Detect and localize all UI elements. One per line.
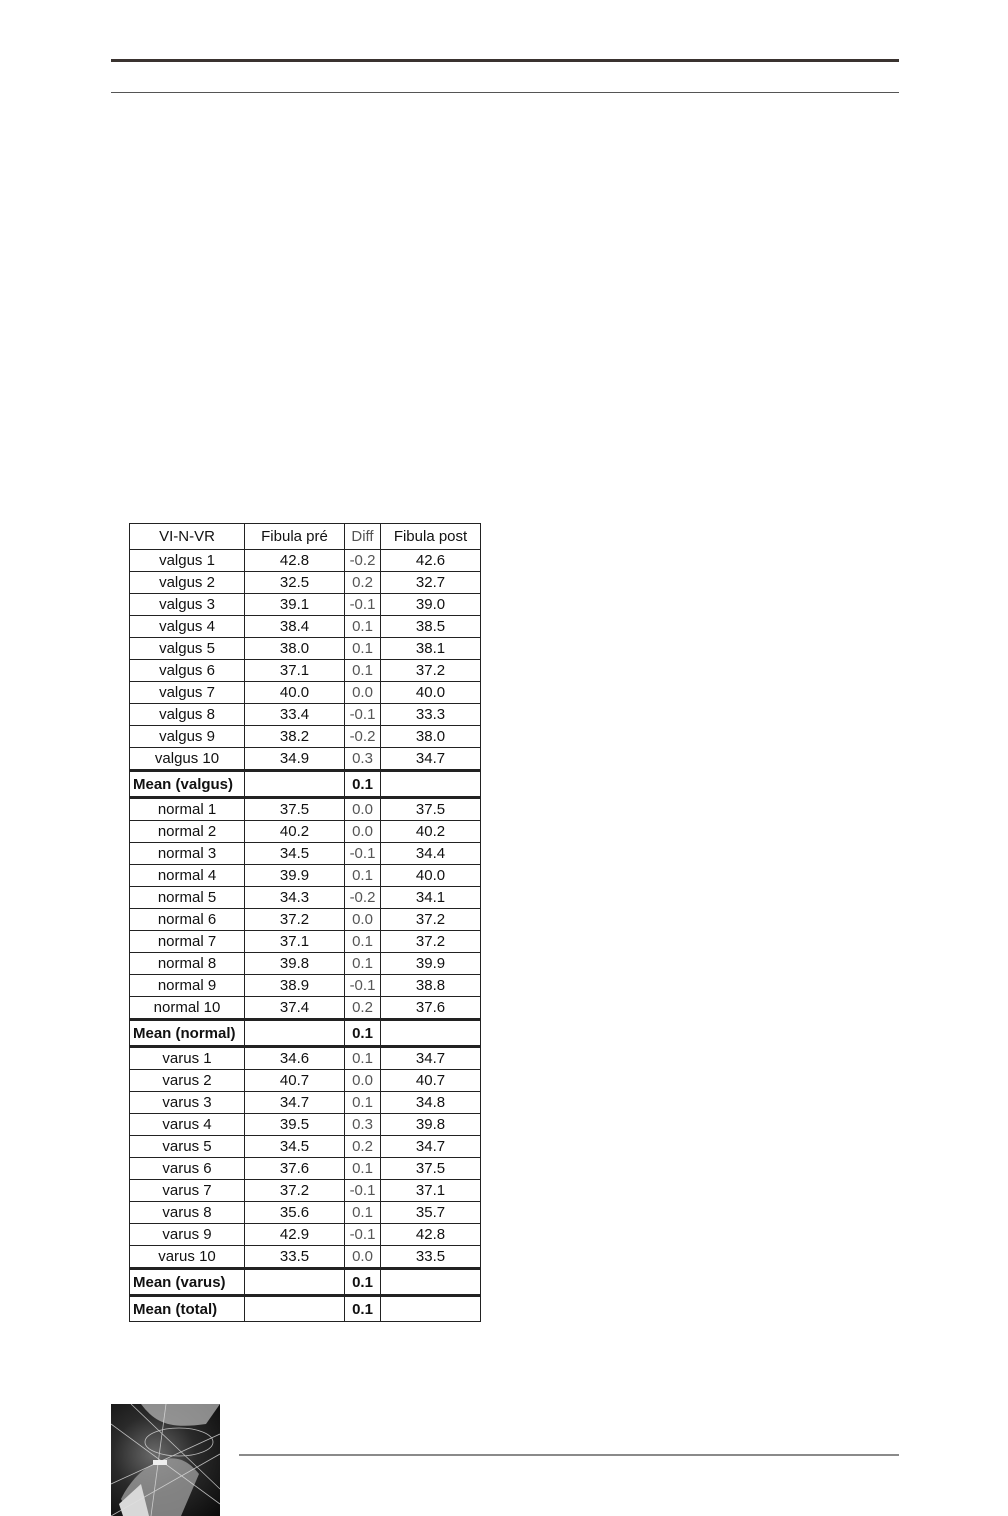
cell-fibula-pre: 42.8 <box>245 550 345 572</box>
cell-fibula-pre: 34.7 <box>245 1092 345 1114</box>
cell-case: valgus 8 <box>130 704 245 726</box>
cell-diff: 0.1 <box>345 1047 381 1070</box>
cell-diff: 0.1 <box>345 638 381 660</box>
cell-fibula-pre: 39.1 <box>245 594 345 616</box>
cell-fibula-post: 42.6 <box>381 550 481 572</box>
cell-case: normal 4 <box>130 865 245 887</box>
cell-case: varus 10 <box>130 1246 245 1269</box>
cell-case: normal 10 <box>130 997 245 1020</box>
cell-case: normal 1 <box>130 798 245 821</box>
cell-diff: 0.2 <box>345 572 381 594</box>
header-diff: Diff <box>345 524 381 550</box>
cell-fibula-post: 37.6 <box>381 997 481 1020</box>
cell-diff: 0.2 <box>345 1136 381 1158</box>
cell-diff: 0.0 <box>345 821 381 843</box>
cell-diff: -0.1 <box>345 594 381 616</box>
cell-fibula-post: 40.0 <box>381 682 481 704</box>
cell-diff: -0.1 <box>345 975 381 997</box>
cell-fibula-pre: 38.0 <box>245 638 345 660</box>
cell-case: valgus 5 <box>130 638 245 660</box>
cell-diff: 0.2 <box>345 997 381 1020</box>
cell-case: valgus 2 <box>130 572 245 594</box>
mean-diff-value: 0.1 <box>345 771 381 798</box>
header-group: VI-N-VR <box>130 524 245 550</box>
table-row <box>130 909 481 931</box>
cell-fibula-post: 37.2 <box>381 909 481 931</box>
cell-case: normal 3 <box>130 843 245 865</box>
table-row <box>130 1202 481 1224</box>
cell-fibula-post: 42.8 <box>381 1224 481 1246</box>
table-row <box>130 1158 481 1180</box>
table-row <box>130 865 481 887</box>
cell-fibula-pre: 34.3 <box>245 887 345 909</box>
cell-fibula-pre: 37.6 <box>245 1158 345 1180</box>
cell-fibula-post: 34.7 <box>381 748 481 771</box>
table-row <box>130 748 481 771</box>
cell-fibula-pre: 37.1 <box>245 931 345 953</box>
cell-diff: 0.1 <box>345 953 381 975</box>
cell-fibula-post: 34.4 <box>381 843 481 865</box>
empty-cell <box>381 1296 481 1322</box>
cell-fibula-post: 38.1 <box>381 638 481 660</box>
journal-logo <box>111 1404 220 1516</box>
cell-fibula-post: 38.8 <box>381 975 481 997</box>
empty-cell <box>381 1020 481 1047</box>
table-row <box>130 843 481 865</box>
cell-fibula-pre: 38.4 <box>245 616 345 638</box>
mean-label: Mean (total) <box>130 1296 245 1322</box>
cell-diff: -0.1 <box>345 1180 381 1202</box>
cell-fibula-post: 37.2 <box>381 660 481 682</box>
cell-diff: -0.1 <box>345 843 381 865</box>
cell-fibula-pre: 32.5 <box>245 572 345 594</box>
cell-fibula-post: 33.5 <box>381 1246 481 1269</box>
empty-cell <box>245 1296 345 1322</box>
cell-diff: 0.1 <box>345 660 381 682</box>
cell-case: varus 4 <box>130 1114 245 1136</box>
cell-case: valgus 1 <box>130 550 245 572</box>
header-fibula-pre: Fibula pré <box>245 524 345 550</box>
table-row <box>130 887 481 909</box>
cell-fibula-pre: 40.7 <box>245 1070 345 1092</box>
cell-case: varus 1 <box>130 1047 245 1070</box>
knee-graphic-icon <box>111 1404 220 1516</box>
cell-fibula-post: 32.7 <box>381 572 481 594</box>
cell-fibula-post: 39.0 <box>381 594 481 616</box>
cell-diff: 0.1 <box>345 1092 381 1114</box>
table-row <box>130 704 481 726</box>
header-rule-thick <box>111 59 899 62</box>
cell-fibula-post: 34.1 <box>381 887 481 909</box>
cell-fibula-pre: 39.8 <box>245 953 345 975</box>
table-row <box>130 726 481 748</box>
table-row <box>130 1114 481 1136</box>
cell-case: normal 8 <box>130 953 245 975</box>
cell-fibula-post: 37.5 <box>381 798 481 821</box>
cell-fibula-post: 37.1 <box>381 1180 481 1202</box>
table-row <box>130 1070 481 1092</box>
mean-total-row <box>130 1296 481 1322</box>
table-header-row <box>130 524 481 550</box>
cell-diff: 0.0 <box>345 798 381 821</box>
cell-case: varus 9 <box>130 1224 245 1246</box>
table-row <box>130 1224 481 1246</box>
cell-fibula-pre: 34.5 <box>245 843 345 865</box>
cell-case: valgus 7 <box>130 682 245 704</box>
cell-fibula-post: 38.0 <box>381 726 481 748</box>
cell-case: valgus 10 <box>130 748 245 771</box>
table-row <box>130 1047 481 1070</box>
table-row <box>130 931 481 953</box>
cell-case: valgus 3 <box>130 594 245 616</box>
mean-varus-row <box>130 1269 481 1296</box>
header-rule-thin <box>111 92 899 93</box>
cell-fibula-post: 39.9 <box>381 953 481 975</box>
cell-fibula-pre: 33.4 <box>245 704 345 726</box>
cell-diff: -0.1 <box>345 1224 381 1246</box>
fibula-measurement-table <box>129 523 481 1322</box>
empty-cell <box>381 771 481 798</box>
cell-fibula-post: 34.7 <box>381 1136 481 1158</box>
table-row <box>130 953 481 975</box>
header-fibula-post: Fibula post <box>381 524 481 550</box>
cell-case: valgus 9 <box>130 726 245 748</box>
cell-fibula-pre: 42.9 <box>245 1224 345 1246</box>
cell-fibula-pre: 37.2 <box>245 1180 345 1202</box>
cell-fibula-post: 33.3 <box>381 704 481 726</box>
mean-label: Mean (valgus) <box>130 771 245 798</box>
cell-fibula-pre: 34.6 <box>245 1047 345 1070</box>
table-row <box>130 1092 481 1114</box>
cell-fibula-pre: 38.9 <box>245 975 345 997</box>
cell-fibula-post: 40.2 <box>381 821 481 843</box>
cell-diff: 0.0 <box>345 1246 381 1269</box>
cell-diff: 0.3 <box>345 748 381 771</box>
cell-diff: 0.0 <box>345 909 381 931</box>
cell-fibula-pre: 37.1 <box>245 660 345 682</box>
cell-fibula-pre: 35.6 <box>245 1202 345 1224</box>
mean-diff-value: 0.1 <box>345 1020 381 1047</box>
table-row <box>130 1246 481 1269</box>
cell-diff: 0.1 <box>345 1158 381 1180</box>
mean-diff-value: 0.1 <box>345 1296 381 1322</box>
cell-fibula-post: 38.5 <box>381 616 481 638</box>
table-row <box>130 660 481 682</box>
cell-fibula-pre: 40.0 <box>245 682 345 704</box>
cell-diff: -0.2 <box>345 887 381 909</box>
cell-case: varus 6 <box>130 1158 245 1180</box>
mean-label: Mean (varus) <box>130 1269 245 1296</box>
cell-fibula-post: 39.8 <box>381 1114 481 1136</box>
cell-diff: 0.1 <box>345 1202 381 1224</box>
empty-cell <box>245 771 345 798</box>
cell-case: normal 5 <box>130 887 245 909</box>
table-row <box>130 572 481 594</box>
table-row <box>130 975 481 997</box>
cell-fibula-pre: 39.5 <box>245 1114 345 1136</box>
cell-diff: -0.2 <box>345 726 381 748</box>
cell-fibula-post: 34.8 <box>381 1092 481 1114</box>
cell-case: normal 2 <box>130 821 245 843</box>
empty-cell <box>245 1020 345 1047</box>
mean-label: Mean (normal) <box>130 1020 245 1047</box>
cell-fibula-pre: 34.5 <box>245 1136 345 1158</box>
table-row <box>130 1180 481 1202</box>
cell-case: valgus 6 <box>130 660 245 682</box>
cell-case: varus 8 <box>130 1202 245 1224</box>
cell-diff: 0.0 <box>345 682 381 704</box>
empty-cell <box>381 1269 481 1296</box>
table-row <box>130 997 481 1020</box>
cell-case: varus 7 <box>130 1180 245 1202</box>
cell-fibula-pre: 38.2 <box>245 726 345 748</box>
table-row <box>130 1136 481 1158</box>
cell-fibula-post: 40.0 <box>381 865 481 887</box>
table-row <box>130 638 481 660</box>
cell-fibula-post: 35.7 <box>381 1202 481 1224</box>
cell-fibula-pre: 33.5 <box>245 1246 345 1269</box>
cell-fibula-post: 34.7 <box>381 1047 481 1070</box>
mean-normal-row <box>130 1020 481 1047</box>
cell-fibula-pre: 37.2 <box>245 909 345 931</box>
cell-fibula-pre: 34.9 <box>245 748 345 771</box>
table-row <box>130 550 481 572</box>
cell-fibula-pre: 39.9 <box>245 865 345 887</box>
cell-fibula-post: 40.7 <box>381 1070 481 1092</box>
table-row <box>130 616 481 638</box>
cell-case: normal 9 <box>130 975 245 997</box>
cell-fibula-post: 37.5 <box>381 1158 481 1180</box>
cell-case: varus 5 <box>130 1136 245 1158</box>
mean-valgus-row <box>130 771 481 798</box>
table-row <box>130 594 481 616</box>
empty-cell <box>245 1269 345 1296</box>
cell-fibula-post: 37.2 <box>381 931 481 953</box>
cell-case: valgus 4 <box>130 616 245 638</box>
cell-diff: 0.1 <box>345 865 381 887</box>
table-row <box>130 682 481 704</box>
cell-case: normal 7 <box>130 931 245 953</box>
table-row <box>130 798 481 821</box>
mean-diff-value: 0.1 <box>345 1269 381 1296</box>
cell-fibula-pre: 37.4 <box>245 997 345 1020</box>
cell-diff: 0.1 <box>345 931 381 953</box>
cell-diff: -0.2 <box>345 550 381 572</box>
table-row <box>130 821 481 843</box>
cell-diff: -0.1 <box>345 704 381 726</box>
cell-diff: 0.3 <box>345 1114 381 1136</box>
cell-case: varus 2 <box>130 1070 245 1092</box>
cell-diff: 0.1 <box>345 616 381 638</box>
footer-rule <box>239 1454 899 1456</box>
cell-case: normal 6 <box>130 909 245 931</box>
cell-fibula-pre: 37.5 <box>245 798 345 821</box>
cell-case: varus 3 <box>130 1092 245 1114</box>
cell-diff: 0.0 <box>345 1070 381 1092</box>
cell-fibula-pre: 40.2 <box>245 821 345 843</box>
